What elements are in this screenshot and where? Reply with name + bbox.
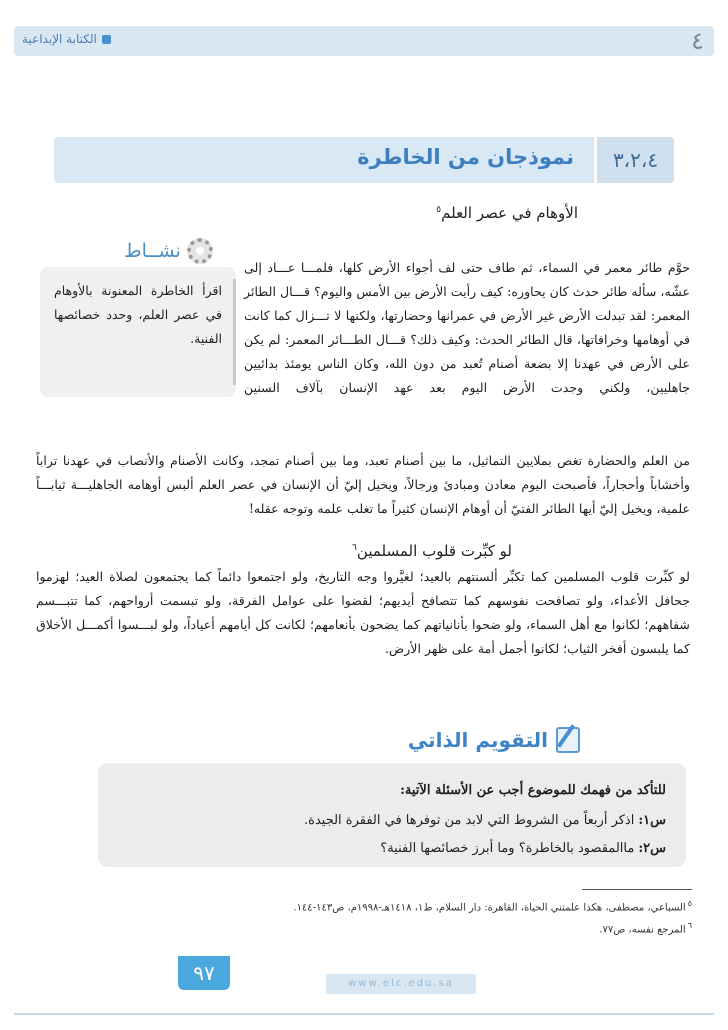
self-evaluation-label: التقويم الذاتي <box>407 728 548 752</box>
footnote-text: المرجع نفسه، ص٧٧. <box>599 924 686 936</box>
self-evaluation-heading <box>408 727 580 753</box>
footnote-text: السباعي، مصطفى، هكذا علمتني الحياة، القاهرة: دار السلام، ط١، ١٤١٨هـ-١٩٩٨م، ص١٤٣-١٤٤. <box>293 902 686 914</box>
activity-label: نشــاط <box>124 240 181 262</box>
activity-heading <box>124 238 213 264</box>
activity-box <box>40 267 236 397</box>
footnote-divider <box>582 889 692 890</box>
footnote-6 <box>599 921 692 935</box>
subheading-illusions <box>436 204 578 222</box>
question-text: ماالمقصود بالخاطرة؟ وما أبرز خصائصها الفنية؟ <box>380 841 635 856</box>
footer-line <box>14 1013 714 1015</box>
question-text: اذكر أربعاً من الشروط التي لابد من توفرها في الفقرة الجيدة. <box>304 813 635 828</box>
subheading-hearts <box>352 542 512 560</box>
section-title-bar <box>54 137 674 183</box>
chapter-header-bar <box>14 26 714 56</box>
questions-intro: للتأكد من فهمك للموضوع أجب عن الأسئلة الآتية: <box>400 783 666 798</box>
footnote-5 <box>293 899 692 913</box>
footnote-ref-6: ٦ <box>352 543 357 553</box>
section-title: نموذجان من الخاطرة <box>357 145 574 169</box>
footnote-ref-5: ٥ <box>436 205 442 215</box>
activity-text: اقرأ الخاطرة المعنونة بالأوهام في عصر العلم، وحدد خصائصها الفنية. <box>54 283 222 346</box>
page-number: ٩٧ <box>178 956 230 990</box>
book-label-text: الكتابة الإبداعية <box>22 32 97 46</box>
subheading-illusions-text: الأوهام في عصر العلم <box>441 204 578 222</box>
chapter-number: ٤ <box>691 27 704 55</box>
question-2 <box>380 841 666 856</box>
questions-box <box>98 763 686 867</box>
question-number: س٢: <box>638 841 666 856</box>
footnote-marker: ٥ <box>687 899 692 908</box>
illusions-paragraph-wide: من العلم والحضارة تغص بملايين التماثيل، ما بين أصنام تعبد، وما بين أصنام تمجد، وكانت الأصنام والأنصاب في عهدنا تراباً وأخشاباً وأحجاراً، فأصبحت اليوم معادن ومبادئ ورجالاً، ويخيل إليّ أن الإنسان في عصر العلم ألبس أوهامه الجاهليـــة ثيابـــاً علمية، ويخيل إليّ أيها الطائر الفتيّ أن أوهام الإنسان كثيراً ما تغلب علمه وتوجه عقله! <box>36 453 690 516</box>
gear-icon <box>187 238 213 264</box>
question-number: س١: <box>638 813 666 828</box>
question-1 <box>304 813 666 828</box>
website-url: www.elc.edu.sa <box>326 974 476 994</box>
square-bullet-icon <box>102 35 111 44</box>
hearts-paragraph: لو كبِّرت قلوب المسلمين كما تكبِّر ألسنتهم بالعيد؛ لغيَّروا وجه التاريخ، ولو اجتمعوا دائماً كما يجتمعون لصلاة العيد؛ لهزموا جحافل الأعداء، ولو تصافحت نفوسهم كما تتصافح أيديهم؛ لقضوا على عوامل الفرقة، ولو تبسمت أرواحهم، كما تتبـــسم شفاههم؛ لكانوا مع أهل السماء، ولو ضحوا بأنانياتهم كما يضحون بأنعامهم؛ لكانت كل أيامهم أعياداً، ولو لبـــسوا أكمـــل الأخلاق كما يلبسون أفخر الثياب؛ لكانوا أجمل أمة على ظهر الأرض. <box>36 569 690 656</box>
footnote-marker: ٦ <box>687 921 692 930</box>
illusions-paragraph-narrow: حوَّم طائر معمر في السماء، ثم طاف حتى لف أجواء الأرض كلها، فلمـــا عـــاد إلى عشّه، سأله طائر حدث كان يحاوره: كيف رأيت الأرض بين الأمس واليوم؟ قـــال الطائر المعمر: لقد تبدلت الأرض غير الأرض في عمرانها وحضارتها، ولكنها لا تـــزال كما كانت في أوهامها وخرافاتها، قال الطائر الحدث: وكيف ذلك؟ قـــال الطـــائر المعمر: لم يكن على الأرض في عهدنا إلا بضعة أصنام تُعبد من دون الله، وكان الناس يومئذ بدائيين جاهليين، ولكني وجدت الأرض اليوم بعد عهد الإنسان بآلاف السنين <box>244 260 690 395</box>
section-number: ٣،٢،٤ <box>594 137 674 183</box>
pencil-notebook-icon <box>556 727 580 753</box>
subheading-hearts-text: لو كبِّرت قلوب المسلمين <box>356 542 512 560</box>
book-label <box>22 32 111 46</box>
